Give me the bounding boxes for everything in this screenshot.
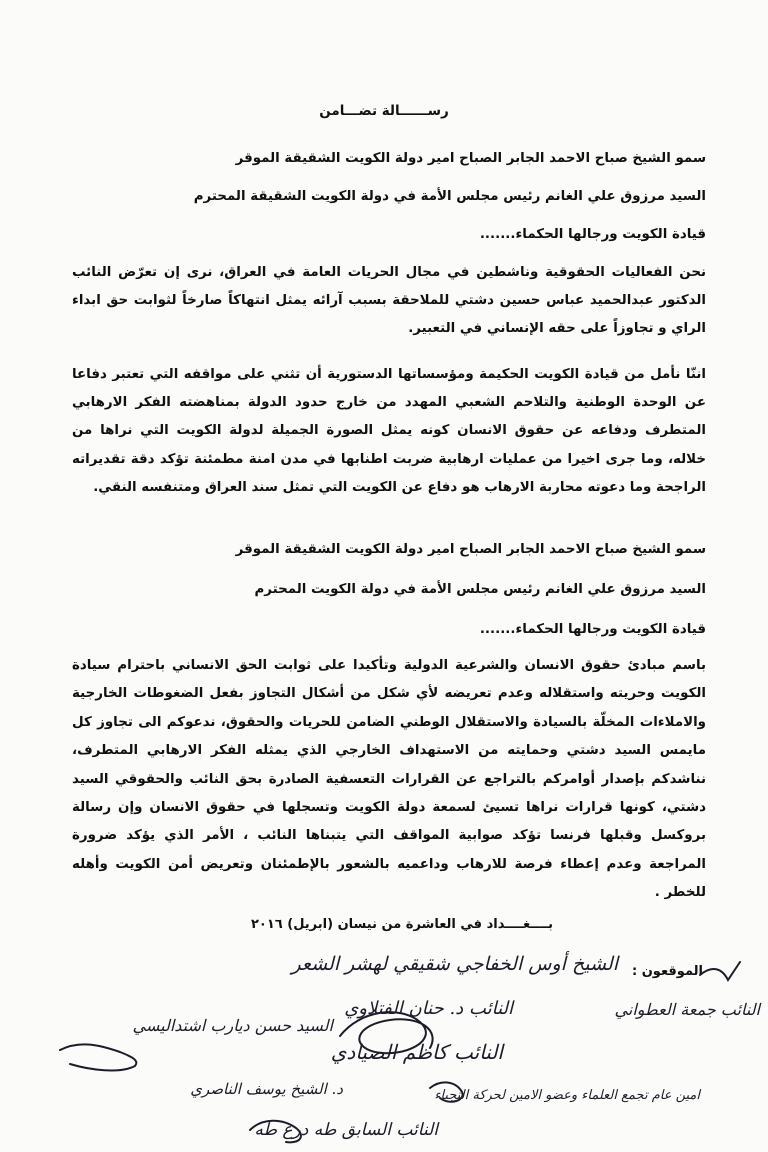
signature-hanan-fatlawi: النائب د. حنان الفتلاوي — [344, 998, 513, 1019]
signature-scrawl-taha — [250, 1121, 301, 1143]
addressee-emir: سمو الشيخ صباح الاحمد الجابر الصباح امير دولة الكويت الشقيقة الموقر — [235, 151, 706, 166]
signature-kadhim-sayadi: النائب كاظم الصيادي — [330, 1040, 503, 1064]
letter-title: رســــــالة تضـــامن — [319, 103, 449, 119]
signature-taha-dira: النائب السابق طه درع طه — [254, 1120, 438, 1140]
signature-yousif-nasiri: د. الشيخ يوسف الناصري — [190, 1080, 343, 1098]
signature-scrawl-kadhim — [340, 1012, 433, 1053]
paragraph-intro: نحن الفعاليات الحقوقية وناشطين في مجال الحريات العامة في العراق، نرى إن تعرّض النائب الدكتور عبدالحميد عباس حسين دشتي للملاحقة بسبب آرائه يمثل انتهاكاً صارخاً لثوابت حق ابداء الراي و تجاوزاً على حقه الإنساني في التعبير. — [72, 265, 706, 337]
addressee-leadership-repeat: قيادة الكويت ورجالها الحكماء....... — [479, 622, 706, 637]
signature-scrawl-top-right — [700, 962, 740, 980]
signature-aws-khafaji: الشيخ أوس الخفاجي شقيقي لهشر الشعر — [291, 953, 618, 975]
signature-scrawl-hassan — [60, 1044, 136, 1070]
signers-label: الموقعون : — [631, 964, 703, 979]
letter-date: بــــغــــداد في العاشرة من نيسان (ابريل) ٢٠١٦ — [250, 917, 553, 932]
paragraph-appeal: باسم مبادئ حقوق الانسان والشرعية الدولية وتأكيدا على ثوابت الحق الانساني باحترام سيادة الكويت وحريته واستقلاله وعدم تعريضه لأي شكل من أشكال التجاوز بفعل الضغوطات الخارجية والاملاءات المخلّة بالسيادة والاستقلال الوطني الضامن للحريات والحقوق، ندعوكم الى تجاوز كل مايمس السيد دشتي وحمايته من الاستهداف الخارجي الذي يمثله الفكر الارهابي المتطرف، نناشدكم بإصدار أوامركم بالتراجع عن القرارات التعسفية الصادرة بحق النائب والحقوقي السيد دشتي، كونها قرارات نراها تسيئ لسمعة دولة الكويت وتسجلها في حقوق الانسان وإن رسالة بروكسل وقبلها فرنسا تؤكد صوابية المواقف التي يتبناها النائب ، الأمر الذي يؤكد ضرورة المراجعة وعدم إعطاء فرصة للارهاب وداعميه بالشعور بالإطمئنان وتعريض أمن الكويت وأهله للخطر . — [72, 658, 706, 901]
addressee-speaker-repeat: السيد مرزوق علي الغانم رئيس مجلس الأمة في دولة الكويت المحترم — [254, 582, 706, 597]
signature-title-nujaba: امين عام تجمع العلماء وعضو الامين لحركة النجباء — [434, 1088, 700, 1103]
addressee-emir-repeat: سمو الشيخ صباح الاحمد الجابر الصباح امير دولة الكويت الشقيقة الموقر — [235, 542, 706, 557]
signature-hassan: السيد حسن ديارب اشتداليسي — [132, 1016, 333, 1035]
paragraph-hope: اننّا نأمل من قيادة الكويت الحكيمة ومؤسساتها الدستورية أن تثني على مواقفه التي تعتبر دفاعا عن الوحدة الوطنية والتلاحم الشعبي المهدد من خارج حدود الدولة بمناهضته الفكر الارهابي المتطرف ودفاعه عن حقوق الانسان كونه يمثل الصورة الجميلة لدولة الكويت التي نراها من خلاله، وما جرى اخيرا من عمليات ارهابية ضربت اطنابها في مدن امنة مطمئنة تؤكد دقة تقديراته الراجحة وما دعوته محاربة الارهاب هو دفاع عن الكويت التي تمثل سند العراق ومتنفسه النقي. — [72, 367, 706, 495]
addressee-speaker: السيد مرزوق علي الغانم رئيس مجلس الأمة في دولة الكويت الشقيقة المحترم — [193, 189, 706, 204]
signature-scrawl-nasiri — [430, 1082, 463, 1101]
addressee-leadership: قيادة الكويت ورجالها الحكماء....... — [479, 227, 706, 242]
signature-juma-atwani: النائب جمعة العطواني — [614, 1000, 760, 1019]
